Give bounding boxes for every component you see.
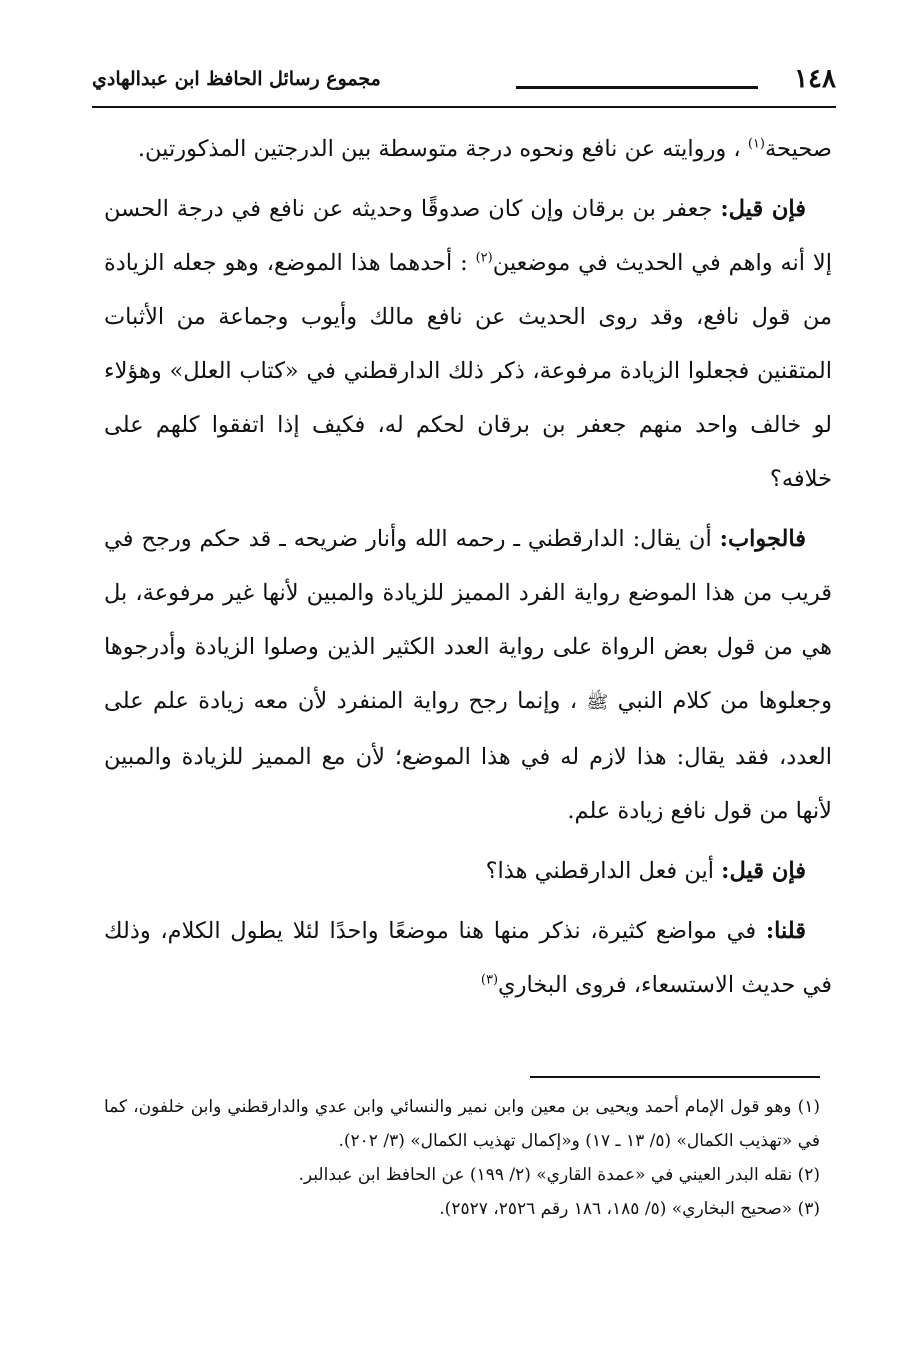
paragraph-4-text: أين فعل الدارقطني هذا؟ [485,858,722,884]
footnote-divider [530,1076,820,1078]
paragraph-3-text-a: أن يقال: الدارقطني ـ رحمه الله وأنار ضريحه ـ قد حكم ورجح في قريب من هذا الموضع رواية الفرد المميز للزيادة والمبين لأنها غير مرفوعة، بل هي من قول بعض الرواة على رواية العدد الكثير الذين وصلوا الزيادة وأدرجوها وجعلوها من كلام النبي [104,526,832,714]
paragraph-5 [104,904,832,1012]
footnote-2: (٢) نقله البدر العيني في «عمدة القاري» (٢/ ١٩٩) عن الحافظ ابن عبدالبر. [298,1165,820,1185]
paragraph-5-text: في مواضع كثيرة، نذكر منها هنا موضعًا واحدًا لئلا يطول الكلام، وذلك في حديث الاستسعاء، فروى البخاري [104,918,832,998]
book-title: مجموع رسائل الحافظ ابن عبدالهادي [92,68,381,90]
paragraph-1-start: صحيحة [764,136,832,162]
paragraph-4-lead: فإن قيل: [721,858,806,884]
paragraph-2-lead: فإن قيل: [720,196,806,222]
footnote-ref-3: (٣) [480,972,499,988]
footnote-1: (١) وهو قول الإمام أحمد ويحيى بن معين وابن نمير والنسائي وابن عدي والدارقطني وابن خلفون، كما في «تهذيب الكمال» (٥/ ١٣ ـ ١٧) و«إكمال تهذيب الكمال» (٣/ ٢٠٢). [104,1097,820,1151]
footnote-3: (٣) «صحيح البخاري» (٥/ ١٨٥، ١٨٦ رقم ٢٥٢٦، ٢٥٢٧). [439,1199,820,1219]
page-number: ١٤٨ [794,64,836,94]
footnotes [104,1090,820,1226]
paragraph-5-lead: قلنا: [765,918,806,944]
footnote-ref-1: (١) [747,136,765,152]
paragraph-4 [104,844,832,898]
paragraph-1 [104,122,832,176]
header-divider [92,106,836,108]
footnote-ref-2: (٢) [475,250,493,266]
paragraph-2-text-a: جعفر بن برقان وإن كان صدوقًا وحديثه عن نافع في درجة الحسن إلا أنه واهم في الحديث في موضعين [104,196,832,276]
paragraph-2 [104,182,832,506]
paragraph-2-text-b: : أحدهما هذا الموضع، وهو جعله الزيادة من قول نافع، وقد روى الحديث عن نافع مالك وأيوب وجماعة من الأثبات المتقنين فجعلوا الزيادة مرفوعة، ذكر ذلك الدارقطني في «كتاب العلل» وهؤلاء لو خالف واحد منهم جعفر بن برقان لحكم له، فكيف إذا اتفقوا كلهم على خلافه؟ [104,250,832,492]
paragraph-3-text-b: ، وإنما رجح رواية المنفرد لأن معه زيادة علم على العدد، فقد يقال: هذا لازم له في هذا الموضع؛ لأن مع المميز للزيادة والمبين لأنها من قول نافع زيادة علم. [104,688,832,824]
header-rule [516,86,758,89]
paragraph-1-rest: ، وروايته عن نافع ونحوه درجة متوسطة بين الدرجتين المذكورتين. [137,136,748,162]
honorific-glyph: ﷺ [586,692,609,713]
paragraph-3-lead: فالجواب: [719,526,806,552]
main-text [104,122,832,1018]
paragraph-3 [104,512,832,838]
running-header [92,62,836,102]
